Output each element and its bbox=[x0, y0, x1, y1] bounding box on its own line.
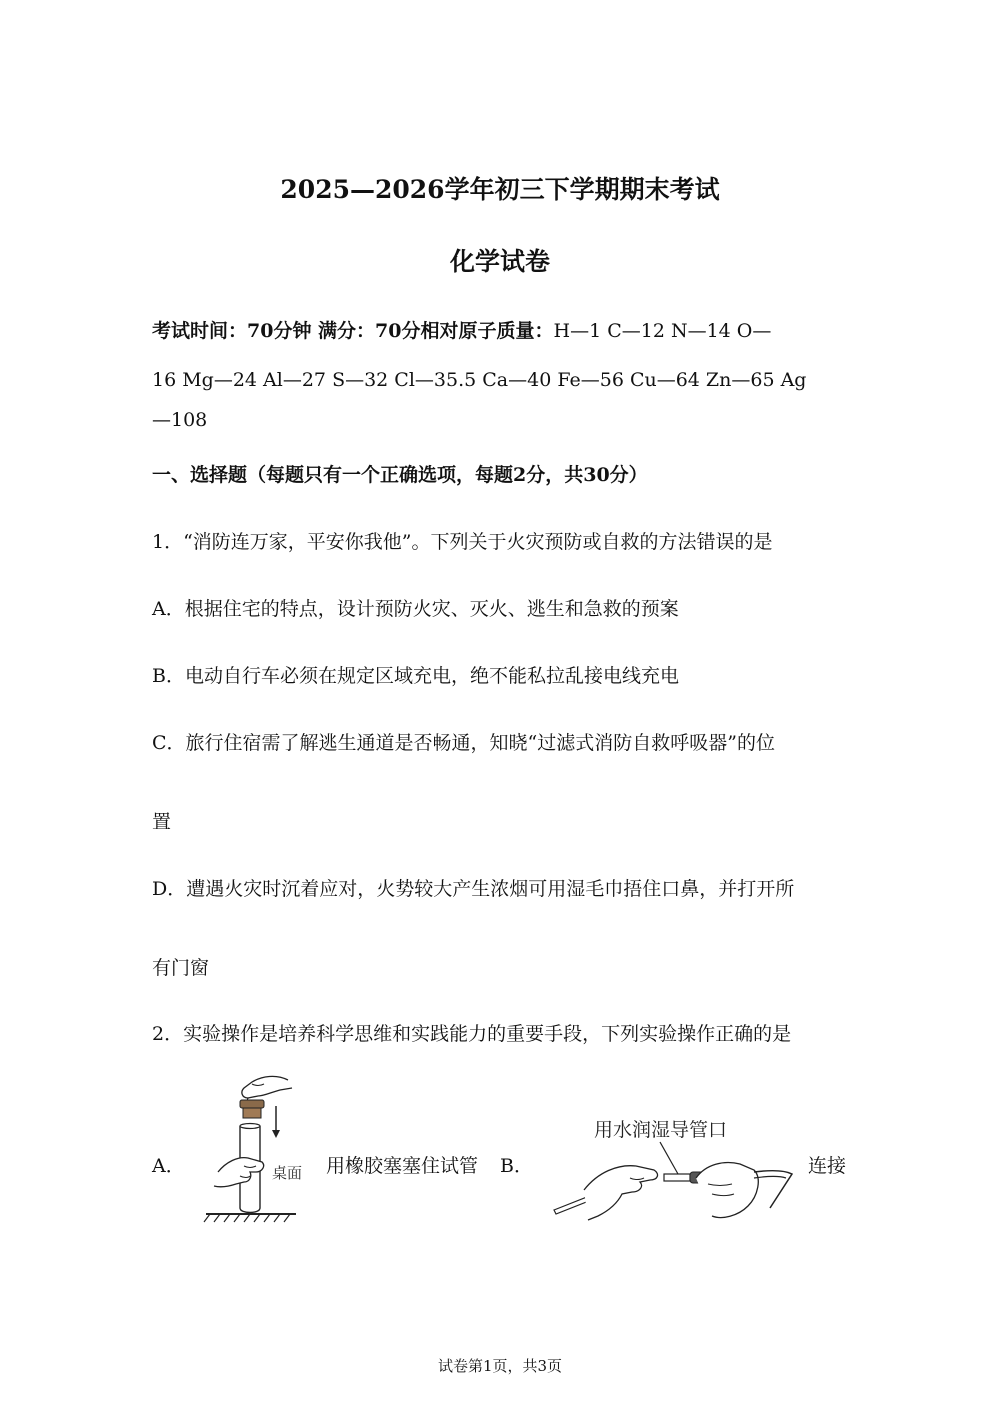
page-footer: 试卷第1页，共3页 bbox=[437, 1357, 563, 1375]
question-2-option-b-letter: B． bbox=[500, 1155, 533, 1177]
exam-title: 2025—2026学年初三下学期期末考试 bbox=[280, 175, 720, 204]
exam-info-line1 bbox=[152, 316, 771, 343]
table-label: 桌面 bbox=[272, 1164, 303, 1182]
exam-info-line3: —108 bbox=[152, 409, 208, 431]
section-heading: 一、选择题（每题只有一个正确选项，每题2分，共30分） bbox=[152, 464, 648, 486]
question-1-option-d-cont: 有门窗 bbox=[152, 957, 210, 979]
atomic-masses-part1: H—1 C—12 N—14 O— bbox=[553, 320, 772, 342]
question-1-option-a: A．根据住宅的特点，设计预防火灾、灭火、逃生和急救的预案 bbox=[152, 598, 679, 620]
question-2-option-a-letter: A． bbox=[152, 1155, 185, 1177]
connect-tube-figure bbox=[548, 1112, 798, 1227]
question-1-option-d: D．遭遇火灾时沉着应对，火势较大产生浓烟可用湿毛巾捂住口鼻，并打开所 bbox=[152, 878, 795, 900]
question-2-option-a-caption: 用橡胶塞塞住试管 bbox=[326, 1155, 479, 1177]
stopper-test-tube-figure bbox=[200, 1072, 305, 1224]
question-1-stem: 1．“消防连万家，平安你我他”。下列关于火灾预防或自救的方法错误的是 bbox=[152, 531, 773, 553]
question-2-stem: 2．实验操作是培养科学思维和实践能力的重要手段，下列实验操作正确的是 bbox=[152, 1023, 792, 1045]
wet-tube-label: 用水润湿导管口 bbox=[594, 1119, 728, 1141]
question-2-option-b-caption: 连接 bbox=[808, 1155, 847, 1177]
exam-info-label: 考试时间：70分钟 满分：70分相对原子质量： bbox=[152, 320, 554, 342]
question-1-option-b: B．电动自行车必须在规定区域充电，绝不能私拉乱接电线充电 bbox=[152, 665, 679, 687]
question-1-option-c-cont: 置 bbox=[152, 811, 172, 833]
exam-subtitle: 化学试卷 bbox=[449, 247, 550, 276]
exam-info-line2: 16 Mg—24 Al—27 S—32 Cl—35.5 Ca—40 Fe—56 Cu—64 Zn—65 Ag bbox=[152, 369, 807, 391]
question-1-option-c: C．旅行住宿需了解逃生通道是否畅通，知晓“过滤式消防自救呼吸器”的位 bbox=[152, 732, 775, 754]
